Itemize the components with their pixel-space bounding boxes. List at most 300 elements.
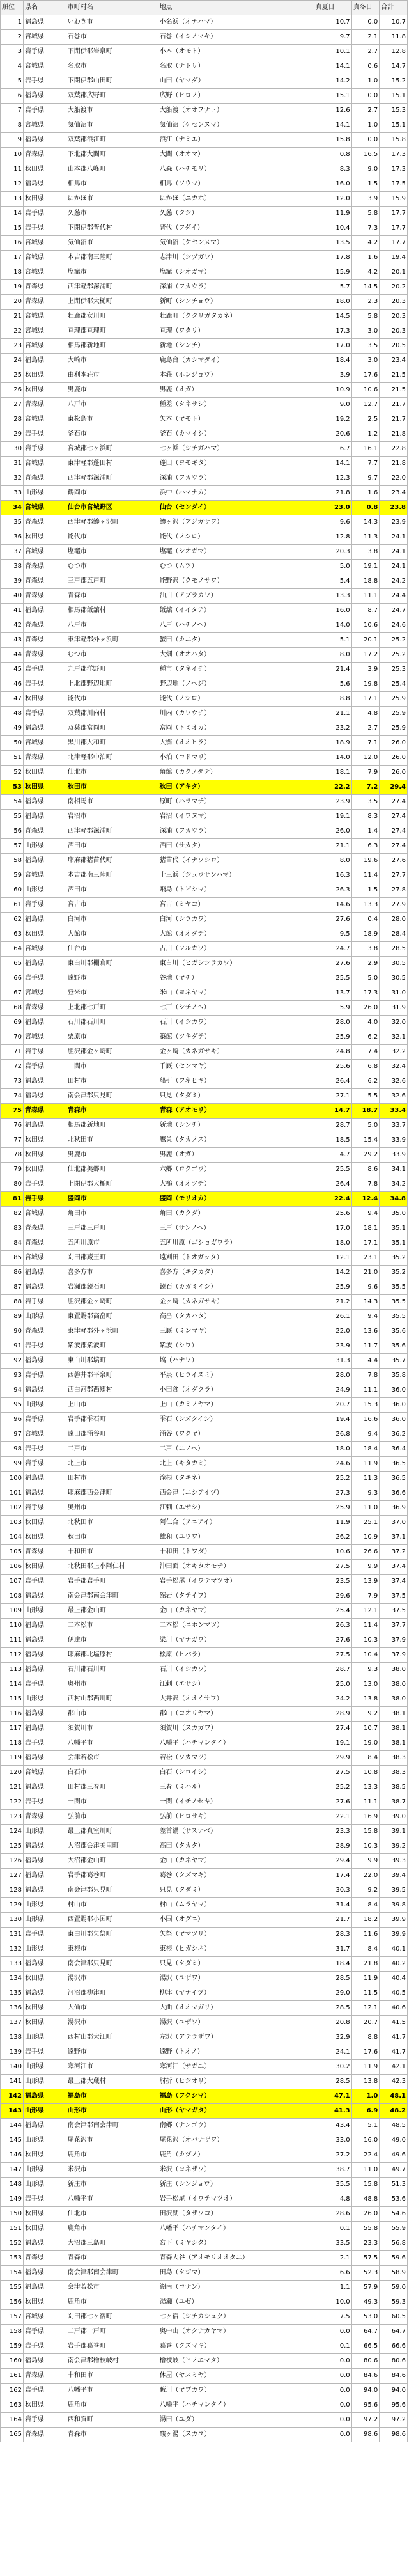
table-row: [1, 663, 408, 677]
header-prefecture: 県名: [23, 1, 66, 15]
rank-cell: 92: [1, 1354, 24, 1369]
summer-days-cell: 20.7: [314, 1398, 351, 1413]
prefecture-cell: 福島県: [23, 1383, 66, 1398]
winter-days-cell: 0.8: [351, 501, 380, 515]
rank-cell: 32: [1, 471, 24, 486]
municipality-cell: 大崎市: [66, 354, 158, 368]
winter-days-cell: 11.0: [351, 1501, 380, 1516]
location-cell: 鹿角（カヅノ）: [158, 2148, 314, 2163]
municipality-cell: 最上郡真室川町: [66, 1825, 158, 1839]
location-cell: 三厩（ミンマヤ）: [158, 1324, 314, 1339]
prefecture-cell: 岩手県: [23, 2192, 66, 2207]
winter-days-cell: 11.1: [351, 589, 380, 604]
location-cell: 涌谷（ワクヤ）: [158, 1427, 314, 1442]
municipality-cell: 酒田市: [66, 839, 158, 854]
winter-days-cell: 4.4: [351, 1354, 380, 1369]
municipality-cell: 岩瀬郡鏡石町: [66, 1280, 158, 1295]
location-cell: 肘折（ヒジオリ）: [158, 2075, 314, 2089]
summer-days-cell: 30.3: [314, 1883, 351, 1898]
summer-days-cell: 25.0: [314, 1677, 351, 1692]
prefecture-cell: 岩手県: [23, 1369, 66, 1383]
table-row: [1, 1501, 408, 1516]
location-cell: 郡山（コオリヤマ）: [158, 1707, 314, 1722]
total-cell: 23.9: [380, 515, 408, 530]
rank-cell: 77: [1, 1133, 24, 1148]
total-cell: 35.1: [380, 1236, 408, 1251]
table-row: [1, 2089, 408, 2104]
header-row: [1, 1, 408, 15]
prefecture-cell: 福島県: [23, 604, 66, 618]
total-cell: 39.0: [380, 1810, 408, 1825]
rank-cell: 114: [1, 1677, 24, 1692]
total-cell: 36.0: [380, 1413, 408, 1427]
rank-cell: 110: [1, 1619, 24, 1633]
prefecture-cell: 山形県: [23, 2060, 66, 2075]
rank-cell: 57: [1, 839, 24, 854]
rank-cell: 64: [1, 942, 24, 957]
rank-cell: 153: [1, 2251, 24, 2266]
table-row: [1, 45, 408, 59]
summer-days-cell: 26.8: [314, 1427, 351, 1442]
total-cell: 38.0: [380, 1663, 408, 1677]
rank-cell: 145: [1, 2133, 24, 2148]
prefecture-cell: 宮城県: [23, 251, 66, 265]
total-cell: 33.7: [380, 1119, 408, 1133]
location-cell: 米山（ヨネヤマ）: [158, 986, 314, 1001]
winter-days-cell: 15.8: [351, 2178, 380, 2192]
location-cell: 小泊（コドマリ）: [158, 751, 314, 766]
summer-days-cell: 21.1: [314, 707, 351, 721]
winter-days-cell: 19.8: [351, 677, 380, 692]
rank-cell: 159: [1, 2339, 24, 2354]
total-cell: 26.0: [380, 736, 408, 751]
total-cell: 24.7: [380, 604, 408, 618]
prefecture-cell: 福島県: [23, 1839, 66, 1854]
prefecture-cell: 岩手県: [23, 1295, 66, 1310]
table-row: [1, 574, 408, 589]
prefecture-cell: 秋田県: [23, 1133, 66, 1148]
location-cell: 江刺（エサシ）: [158, 1501, 314, 1516]
municipality-cell: 南会津郡只見町: [66, 1089, 158, 1104]
location-cell: 一関（イチノセキ）: [158, 1795, 314, 1810]
rank-cell: 17: [1, 251, 24, 265]
location-cell: 名取（ナトリ）: [158, 59, 314, 74]
location-cell: 新地（シンチ）: [158, 339, 314, 354]
total-cell: 48.5: [380, 2119, 408, 2133]
location-cell: 蟹田（カニタ）: [158, 633, 314, 648]
summer-days-cell: 13.3: [314, 589, 351, 604]
rank-cell: 12: [1, 177, 24, 192]
rank-cell: 100: [1, 1472, 24, 1486]
winter-days-cell: 18.7: [351, 1104, 380, 1119]
rank-cell: 131: [1, 1928, 24, 1942]
total-cell: 15.1: [380, 118, 408, 133]
prefecture-cell: 福島県: [23, 2266, 66, 2281]
rank-cell: 43: [1, 633, 24, 648]
summer-days-cell: 5.7: [314, 280, 351, 295]
location-cell: 江刺（エサシ）: [158, 1677, 314, 1692]
municipality-cell: 双葉郡川内村: [66, 707, 158, 721]
summer-days-cell: 25.5: [314, 1163, 351, 1177]
rank-cell: 113: [1, 1663, 24, 1677]
prefecture-cell: 福島県: [23, 721, 66, 736]
winter-days-cell: 1.6: [351, 251, 380, 265]
summer-days-cell: 29.9: [314, 1751, 351, 1766]
summer-days-cell: 14.1: [314, 457, 351, 471]
rank-cell: 163: [1, 2398, 24, 2413]
municipality-cell: 南会津郡南会津町: [66, 2119, 158, 2133]
rank-cell: 68: [1, 1001, 24, 1016]
location-cell: 三戸（サンノヘ）: [158, 1221, 314, 1236]
prefecture-cell: 福島県: [23, 913, 66, 927]
municipality-cell: 西和賀町: [66, 2413, 158, 2428]
location-cell: 十三浜（ジュウサンハマ）: [158, 868, 314, 883]
table-row: [1, 824, 408, 839]
municipality-cell: 大沼郡金山町: [66, 1854, 158, 1869]
prefecture-cell: 山形県: [23, 1604, 66, 1619]
winter-days-cell: 19.1: [351, 560, 380, 574]
total-cell: 22.0: [380, 471, 408, 486]
location-cell: 村山（ムラヤマ）: [158, 1898, 314, 1913]
location-cell: 若松（ワカマツ）: [158, 1751, 314, 1766]
winter-days-cell: 15.4: [351, 1133, 380, 1148]
summer-days-cell: 15.1: [314, 89, 351, 104]
winter-days-cell: 14.5: [351, 280, 380, 295]
municipality-cell: 釜石市: [66, 427, 158, 442]
winter-days-cell: 16.0: [351, 2133, 380, 2148]
municipality-cell: 相馬郡新地町: [66, 339, 158, 354]
table-row: [1, 1898, 408, 1913]
summer-days-cell: 12.8: [314, 530, 351, 545]
location-cell: 大館（オオダテ）: [158, 927, 314, 942]
total-cell: 20.3: [380, 324, 408, 339]
total-cell: 35.5: [380, 1280, 408, 1295]
table-row: [1, 2104, 408, 2119]
prefecture-cell: 青森県: [23, 648, 66, 663]
prefecture-cell: 岩手県: [23, 1177, 66, 1192]
total-cell: 32.1: [380, 1030, 408, 1045]
location-cell: 小国（オグニ）: [158, 1913, 314, 1928]
location-cell: 宮古（ミヤコ）: [158, 898, 314, 913]
location-cell: 只見（タダミ）: [158, 1957, 314, 1972]
total-cell: 25.9: [380, 707, 408, 721]
total-cell: 35.6: [380, 1324, 408, 1339]
rank-cell: 126: [1, 1854, 24, 1869]
prefecture-cell: 福島県: [23, 2089, 66, 2104]
table-row: [1, 1236, 408, 1251]
table-row: [1, 1207, 408, 1221]
municipality-cell: 最上郡大蔵村: [66, 2075, 158, 2089]
location-cell: 小名浜（オナハマ）: [158, 15, 314, 30]
municipality-cell: 鹿角市: [66, 2222, 158, 2236]
table-row: [1, 1825, 408, 1839]
table-row: [1, 2001, 408, 2016]
total-cell: 94.0: [380, 2384, 408, 2398]
rank-cell: 83: [1, 1221, 24, 1236]
winter-days-cell: 3.5: [351, 795, 380, 810]
prefecture-cell: 秋田県: [23, 2016, 66, 2030]
municipality-cell: 遠野市: [66, 971, 158, 986]
location-cell: 小田倉（オダクラ）: [158, 1383, 314, 1398]
summer-days-cell: 20.6: [314, 427, 351, 442]
table-row: [1, 1177, 408, 1192]
municipality-cell: 南会津郡檜枝岐村: [66, 2354, 158, 2369]
location-cell: 藪川（ヤブカワ）: [158, 2384, 314, 2398]
table-row: [1, 354, 408, 368]
table-row: [1, 2339, 408, 2354]
location-cell: 船引（フネヒキ）: [158, 1074, 314, 1089]
table-row: [1, 1854, 408, 1869]
location-cell: 角館（カクノダテ）: [158, 766, 314, 780]
total-cell: 21.7: [380, 412, 408, 427]
location-cell: 八幡平（ハチマンタイ）: [158, 2222, 314, 2236]
municipality-cell: 相馬市: [66, 177, 158, 192]
total-cell: 32.6: [380, 1074, 408, 1089]
table-row: [1, 59, 408, 74]
municipality-cell: 登米市: [66, 986, 158, 1001]
prefecture-cell: 福島県: [23, 1633, 66, 1648]
winter-days-cell: 10.8: [351, 1766, 380, 1780]
table-row: [1, 207, 408, 221]
summer-days-cell: 33.5: [314, 2236, 351, 2251]
prefecture-cell: 秋田県: [23, 2295, 66, 2310]
summer-days-cell: 10.6: [314, 1545, 351, 1560]
rank-cell: 139: [1, 2045, 24, 2060]
prefecture-cell: 岩手県: [23, 898, 66, 913]
summer-days-cell: 18.4: [314, 354, 351, 368]
rank-cell: 8: [1, 118, 24, 133]
rank-cell: 132: [1, 1942, 24, 1957]
location-cell: 大曲（オオマガリ）: [158, 2001, 314, 2016]
rank-cell: 6: [1, 89, 24, 104]
table-row: [1, 1472, 408, 1486]
prefecture-cell: 秋田県: [23, 766, 66, 780]
winter-days-cell: 29.2: [351, 1148, 380, 1163]
municipality-cell: 西津軽郡鰺ヶ沢町: [66, 515, 158, 530]
rank-cell: 1: [1, 15, 24, 30]
table-row: [1, 1677, 408, 1692]
table-row: [1, 1163, 408, 1177]
summer-days-cell: 24.7: [314, 942, 351, 957]
table-row: [1, 1192, 408, 1207]
prefecture-cell: 岩手県: [23, 2339, 66, 2354]
summer-days-cell: 16.0: [314, 177, 351, 192]
municipality-cell: 南会津郡南会津町: [66, 2266, 158, 2281]
prefecture-cell: 青森県: [23, 589, 66, 604]
rank-cell: 9: [1, 133, 24, 148]
prefecture-cell: 福島県: [23, 1780, 66, 1795]
rank-cell: 24: [1, 354, 24, 368]
table-row: [1, 1324, 408, 1339]
total-cell: 33.9: [380, 1148, 408, 1163]
prefecture-cell: 福島県: [23, 957, 66, 971]
municipality-cell: 三戸郡三戸町: [66, 1221, 158, 1236]
location-cell: 米沢（ヨネザワ）: [158, 2163, 314, 2178]
prefecture-cell: 秋田県: [23, 927, 66, 942]
municipality-cell: 岩手郡葛巻町: [66, 2339, 158, 2354]
winter-days-cell: 26.0: [351, 1001, 380, 1016]
municipality-cell: 二本松市: [66, 1619, 158, 1633]
summer-days-cell: 31.3: [314, 1354, 351, 1369]
prefecture-cell: 宮城県: [23, 118, 66, 133]
table-row: [1, 2045, 408, 2060]
rank-cell: 58: [1, 854, 24, 868]
rank-cell: 39: [1, 574, 24, 589]
winter-days-cell: 5.5: [351, 1089, 380, 1104]
total-cell: 23.4: [380, 354, 408, 368]
prefecture-cell: 青森県: [23, 751, 66, 766]
municipality-cell: 岩手郡葛巻町: [66, 1869, 158, 1883]
location-cell: 平泉（ヒライズミ）: [158, 1369, 314, 1383]
location-cell: 八幡平（ハチマンタイ）: [158, 2398, 314, 2413]
rank-cell: 120: [1, 1766, 24, 1780]
prefecture-cell: 青森県: [23, 1545, 66, 1560]
total-cell: 37.2: [380, 1545, 408, 1560]
rank-cell: 109: [1, 1604, 24, 1619]
summer-days-cell: 25.9: [314, 1280, 351, 1295]
winter-days-cell: 1.2: [351, 427, 380, 442]
winter-days-cell: 5.0: [351, 971, 380, 986]
winter-days-cell: 0.4: [351, 913, 380, 927]
summer-days-cell: 28.5: [314, 2075, 351, 2089]
prefecture-cell: 岩手県: [23, 1192, 66, 1207]
table-row: [1, 604, 408, 618]
location-cell: 南郷（ナンゴウ）: [158, 2119, 314, 2133]
total-cell: 32.6: [380, 1089, 408, 1104]
summer-days-cell: 28.0: [314, 1369, 351, 1383]
summer-days-cell: 33.0: [314, 2133, 351, 2148]
location-cell: 深浦（フカウラ）: [158, 280, 314, 295]
rank-cell: 82: [1, 1207, 24, 1221]
municipality-cell: 大沼郡会津美里町: [66, 1839, 158, 1854]
summer-days-cell: 28.9: [314, 1839, 351, 1854]
rank-cell: 156: [1, 2295, 24, 2310]
rank-cell: 41: [1, 604, 24, 618]
municipality-cell: 相馬郡新地町: [66, 1119, 158, 1133]
table-row: [1, 1221, 408, 1236]
location-cell: 普代（フダイ）: [158, 221, 314, 236]
summer-days-cell: 0.0: [314, 2413, 351, 2428]
table-row: [1, 854, 408, 868]
rank-cell: 14: [1, 207, 24, 221]
total-cell: 35.7: [380, 1354, 408, 1369]
winter-days-cell: 13.9: [351, 1575, 380, 1589]
location-cell: 沖田面（オキタオモテ）: [158, 1560, 314, 1575]
summer-days-cell: 24.1: [314, 2045, 351, 2060]
winter-days-cell: 4.2: [351, 265, 380, 280]
summer-days-cell: 27.5: [314, 1560, 351, 1575]
table-row: [1, 1795, 408, 1810]
total-cell: 24.1: [380, 560, 408, 574]
rank-cell: 19: [1, 280, 24, 295]
municipality-cell: 大仙市: [66, 2001, 158, 2016]
municipality-cell: 上山市: [66, 1398, 158, 1413]
rank-cell: 119: [1, 1751, 24, 1766]
prefecture-cell: 秋田県: [23, 2001, 66, 2016]
prefecture-cell: 山形県: [23, 2104, 66, 2119]
table-row: [1, 986, 408, 1001]
total-cell: 36.6: [380, 1486, 408, 1501]
municipality-cell: 双葉郡浪江町: [66, 133, 158, 148]
total-cell: 20.5: [380, 339, 408, 354]
winter-days-cell: 13.0: [351, 1677, 380, 1692]
prefecture-cell: 福島県: [23, 1883, 66, 1898]
table-row: [1, 795, 408, 810]
summer-days-cell: 0.0: [314, 2398, 351, 2413]
prefecture-cell: 岩手県: [23, 45, 66, 59]
table-row: [1, 1413, 408, 1427]
total-cell: 97.2: [380, 2413, 408, 2428]
prefecture-cell: 青森県: [23, 1001, 66, 1016]
municipality-cell: 湯沢市: [66, 1972, 158, 1986]
location-cell: 男鹿（オガ）: [158, 1148, 314, 1163]
table-row: [1, 971, 408, 986]
rank-cell: 161: [1, 2369, 24, 2384]
rank-cell: 94: [1, 1383, 24, 1398]
prefecture-cell: 宮城県: [23, 986, 66, 1001]
prefecture-cell: 秋田県: [23, 1560, 66, 1575]
prefecture-cell: 岩手県: [23, 427, 66, 442]
prefecture-cell: 青森県: [23, 148, 66, 162]
summer-days-cell: 27.1: [314, 1089, 351, 1104]
location-cell: 弘前（ヒロサキ）: [158, 1810, 314, 1825]
location-cell: 能野沢（クモノサワ）: [158, 574, 314, 589]
prefecture-cell: 秋田県: [23, 1530, 66, 1545]
prefecture-cell: 青森県: [23, 295, 66, 310]
winter-days-cell: 1.5: [351, 177, 380, 192]
winter-days-cell: 13.6: [351, 1324, 380, 1339]
municipality-cell: 塩竈市: [66, 545, 158, 560]
total-cell: 32.2: [380, 1045, 408, 1060]
prefecture-cell: 宮城県: [23, 265, 66, 280]
location-cell: 岩沼（イワヌマ）: [158, 810, 314, 824]
rank-cell: 130: [1, 1913, 24, 1928]
total-cell: 56.8: [380, 2236, 408, 2251]
summer-days-cell: 25.4: [314, 1604, 351, 1619]
location-cell: 本荘（ホンジョウ）: [158, 368, 314, 383]
rank-cell: 165: [1, 2428, 24, 2442]
summer-days-cell: 14.6: [314, 898, 351, 913]
table-row: [1, 942, 408, 957]
prefecture-cell: 山形県: [23, 1913, 66, 1928]
summer-days-cell: 31.4: [314, 1898, 351, 1913]
total-cell: 53.6: [380, 2192, 408, 2207]
prefecture-cell: 福島県: [23, 2236, 66, 2251]
winter-days-cell: 21.8: [351, 1957, 380, 1972]
location-cell: 角田（カクダ）: [158, 1207, 314, 1221]
municipality-cell: 十和田市: [66, 2369, 158, 2384]
prefecture-cell: 福島県: [23, 1354, 66, 1369]
rank-cell: 79: [1, 1163, 24, 1177]
prefecture-cell: 秋田県: [23, 2148, 66, 2163]
summer-days-cell: 27.6: [314, 1633, 351, 1648]
winter-days-cell: 3.9: [351, 192, 380, 207]
total-cell: 39.5: [380, 1883, 408, 1898]
location-cell: 須賀川（スカガワ）: [158, 1722, 314, 1736]
rank-cell: 121: [1, 1780, 24, 1795]
winter-days-cell: 13.8: [351, 2075, 380, 2089]
rank-cell: 101: [1, 1486, 24, 1501]
prefecture-cell: 山形県: [23, 883, 66, 898]
rank-cell: 90: [1, 1324, 24, 1339]
municipality-cell: 盛岡市: [66, 1192, 158, 1207]
winter-days-cell: 12.0: [351, 751, 380, 766]
total-cell: 66.6: [380, 2339, 408, 2354]
total-cell: 25.3: [380, 663, 408, 677]
location-cell: 十和田（トワダ）: [158, 1545, 314, 1560]
summer-days-cell: 10.0: [314, 2295, 351, 2310]
summer-days-cell: 23.3: [314, 1825, 351, 1839]
